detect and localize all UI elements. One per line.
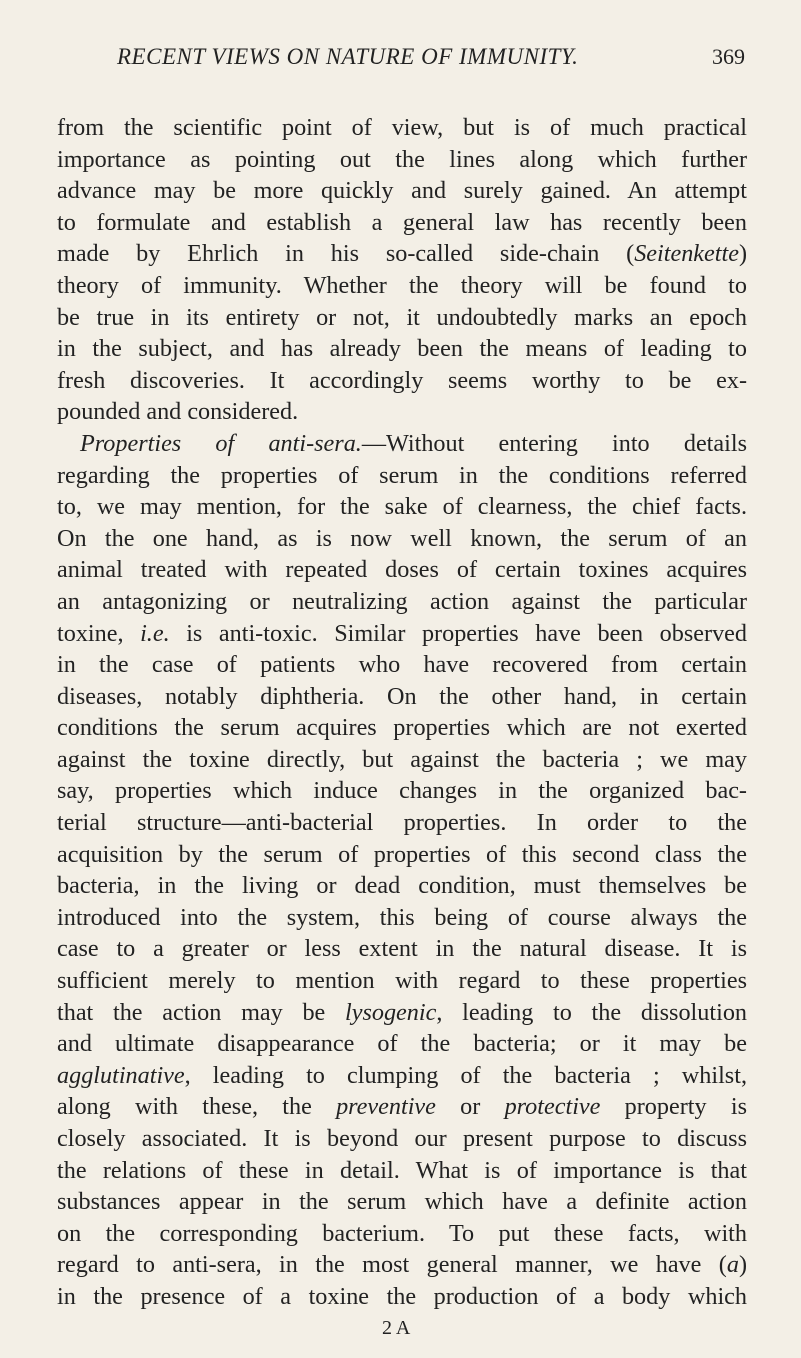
text-line — [57, 1186, 747, 1218]
text-line — [57, 965, 747, 997]
text-line — [57, 238, 747, 270]
text-segment: from the scientific point of view, but is of much practical — [57, 114, 747, 141]
signature-mark: 2 A — [382, 1317, 411, 1339]
italic-text: protective — [504, 1093, 601, 1121]
text-line — [57, 302, 747, 334]
italic-text: preventive — [336, 1093, 436, 1121]
text-segment: the relations of these in detail. What is of importance is that — [57, 1156, 747, 1184]
text-segment: conditions the serum acquires properties which are not exerted — [57, 714, 747, 742]
text-segment: On the one hand, as is now well known, the serum of an — [57, 524, 747, 552]
text-segment: pounded and considered. — [57, 398, 299, 426]
text-line — [57, 396, 747, 428]
text-line — [57, 586, 747, 618]
running-title: RECENT VIEWS ON NATURE OF IMMUNITY. — [117, 44, 579, 69]
text-segment: theory of immunity. Whether the theory will be found to — [57, 271, 747, 299]
italic-text: lysogenic — [345, 998, 437, 1026]
text-line — [57, 270, 747, 302]
text-segment: toxine, — [57, 619, 141, 647]
text-segment: advance may be more quickly and surely gained. An attempt — [57, 177, 747, 205]
text-line — [57, 554, 747, 586]
text-segment: that the action may be — [57, 998, 345, 1026]
text-line — [57, 1155, 747, 1187]
italic-text: Properties of anti-sera. — [80, 429, 362, 457]
body-text — [57, 112, 747, 1313]
text-segment: in the subject, and has already been the means of leading to — [57, 335, 747, 363]
text-line — [57, 460, 747, 492]
text-segment: ) — [738, 240, 747, 268]
text-line — [57, 997, 747, 1029]
italic-text: Seitenkette — [634, 240, 739, 268]
text-segment: or — [435, 1093, 505, 1121]
text-segment: bacteria, in the living or dead condition, must themselves be — [57, 872, 747, 900]
text-segment: , leading to clumping of the bacteria ; whilst, — [184, 1061, 747, 1089]
text-segment: to formulate and establish a general law has recently been — [57, 208, 747, 236]
text-segment: in the presence of a toxine the production of a body which — [57, 1282, 747, 1310]
text-line — [57, 1218, 747, 1250]
text-line — [57, 712, 747, 744]
text-segment: ) — [738, 1251, 747, 1279]
italic-text: agglutinative — [57, 1061, 185, 1089]
text-line — [57, 775, 747, 807]
text-line — [57, 1249, 747, 1281]
text-line — [57, 144, 747, 176]
text-line — [57, 491, 747, 523]
text-line — [57, 207, 747, 239]
text-segment: closely associated. It is beyond our present purpose to discuss — [57, 1125, 747, 1152]
text-line — [57, 333, 747, 365]
text-segment: against the toxine directly, but against the bacteria ; we may — [57, 745, 747, 773]
text-line — [57, 1281, 747, 1313]
text-segment: say, properties which induce changes in the organized bac- — [57, 777, 747, 805]
running-header — [57, 44, 745, 76]
text-segment: diseases, notably diphtheria. On the other hand, in certain — [57, 682, 747, 710]
text-line — [57, 807, 747, 839]
text-segment: fresh discoveries. It accordingly seems worthy to be ex- — [57, 366, 747, 394]
text-segment: be true in its entirety or not, it undoubtedly marks an epoch — [57, 303, 747, 331]
text-line — [57, 933, 747, 965]
text-segment: , leading to the dissolution — [436, 998, 748, 1026]
text-segment: on the corresponding bacterium. To put these facts, with — [57, 1219, 747, 1247]
text-segment: substances appear in the serum which have a definite action — [57, 1188, 747, 1216]
text-segment: made by Ehrlich in his so-called side-chain ( — [57, 240, 635, 268]
text-segment: sufficient merely to mention with regard to these properties — [57, 967, 747, 995]
text-line — [57, 523, 747, 555]
text-line — [57, 839, 747, 871]
text-segment: along with these, the — [57, 1093, 337, 1121]
text-segment: in the case of patients who have recovered from certain — [57, 651, 747, 679]
text-segment: —Without entering into details — [361, 429, 747, 457]
text-segment: property is — [600, 1093, 747, 1121]
text-segment: regard to anti-sera, in the most general manner, we have ( — [57, 1251, 727, 1279]
italic-text: i.e. — [140, 619, 170, 647]
text-line — [57, 365, 747, 397]
italic-text: a — [726, 1251, 739, 1279]
text-line — [57, 112, 747, 144]
text-segment: introduced into the system, this being of course always the — [57, 903, 747, 931]
text-line — [57, 428, 747, 460]
text-line — [57, 618, 747, 650]
text-line — [57, 1091, 747, 1123]
text-line — [57, 1028, 747, 1060]
text-segment: regarding the properties of serum in the conditions referred — [57, 461, 747, 489]
text-segment: acquisition by the serum of properties of this second class the — [57, 840, 747, 868]
text-line — [57, 1123, 747, 1155]
text-segment: case to a greater or less extent in the natural disease. It is — [57, 935, 747, 963]
text-segment: terial structure—anti-bacterial properties. In order to the — [57, 809, 747, 837]
text-line — [57, 902, 747, 934]
text-segment: and ultimate disappearance of the bacteria; or it may be — [57, 1030, 747, 1058]
text-segment: is anti-toxic. Similar properties have been observed — [169, 619, 747, 647]
text-segment: importance as pointing out the lines along which further — [57, 145, 747, 173]
text-line — [57, 681, 747, 713]
text-line — [57, 870, 747, 902]
text-line — [57, 175, 747, 207]
text-line — [57, 744, 747, 776]
page-number: 369 — [712, 44, 745, 69]
text-segment: animal treated with repeated doses of certain toxines acquires — [57, 556, 747, 584]
text-line — [57, 649, 747, 681]
text-line — [57, 1060, 747, 1092]
text-segment: to, we may mention, for the sake of clearness, the chief facts. — [57, 493, 747, 521]
text-segment: an antagonizing or neutralizing action against the particular — [57, 587, 747, 615]
